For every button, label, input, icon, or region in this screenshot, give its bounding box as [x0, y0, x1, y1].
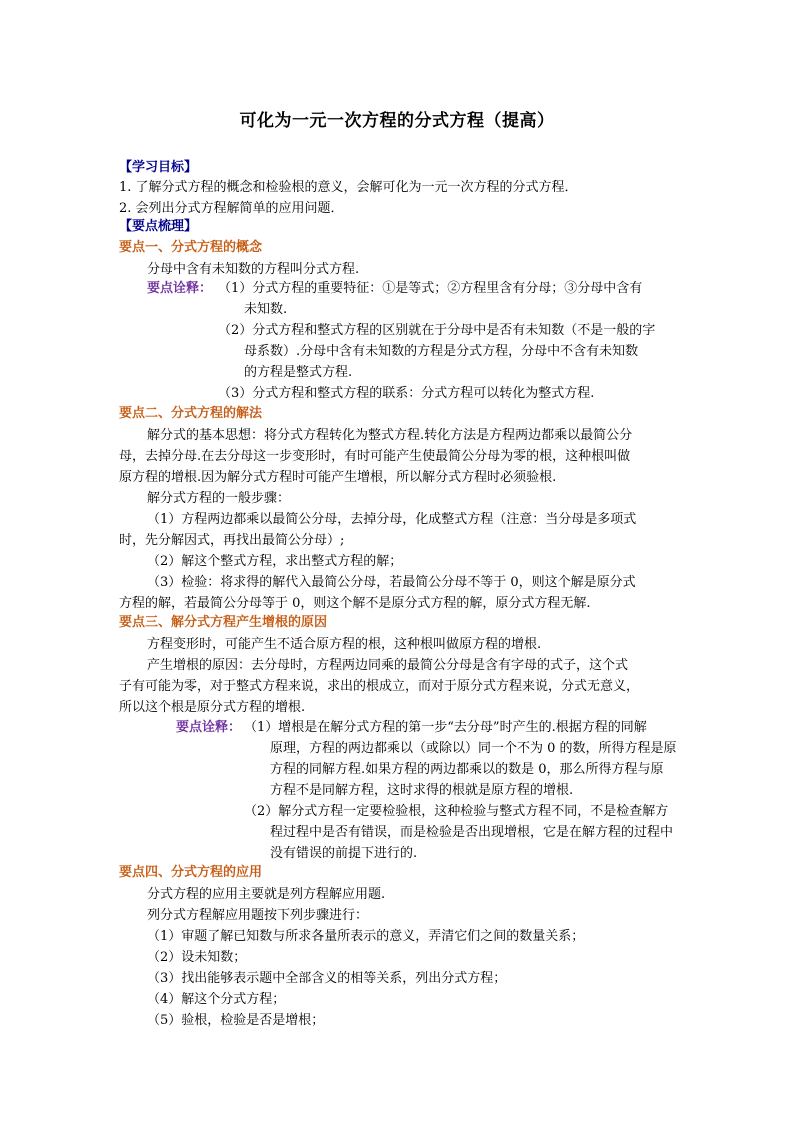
page-title: 可化为一元一次方程的分式方程（提高）	[239, 111, 555, 131]
point2-line: （2）解这个整式方程，求出整式方程的解；	[147, 554, 403, 569]
point2-line: 时，先分解因式，再找出最简公分母）;	[119, 533, 345, 548]
point1-heading: 要点一、分式方程的概念	[119, 240, 263, 255]
point3-note: 程过程中是否有错误，而是检验是否出现增根，它是在解方程的过程中	[270, 825, 674, 840]
point2-line: 母，去掉分母.在去分母这一步变形时，有时可能产生使最简公分母为零的根，这种根叫做	[119, 449, 631, 464]
goal-item: 1. 了解分式方程的概念和检验根的意义，会解可化为一元一次方程的分式方程．	[119, 180, 578, 195]
point3-note: （1）增根是在解分式方程的第一步“去分母”时产生的.根据方程的同解	[244, 720, 647, 735]
point3-line: 方程变形时，可能产生不适合原方程的根，这种根叫做原方程的增根.	[147, 637, 542, 652]
point3-note-label: 要点诠释：	[176, 720, 242, 735]
point2-line: 解分式的基本思想：将分式方程转化为整式方程.转化方法是方程两边都乘以最简公分	[147, 428, 633, 443]
point3-line: 子有可能为零，对于整式方程来说，求出的根成立，而对于原分式方程来说，分式无意义，	[119, 679, 640, 694]
point1-note: （3）分式方程和整式方程的联系：分式方程可以转化为整式方程.	[218, 386, 595, 401]
point2-line: 方程的解，若最简公分母等于 0，则这个解不是原分式方程的解，原分式方程无解.	[119, 596, 591, 611]
point3-note: 原理，方程的两边都乘以（或除以）同一个不为 0 的数，所得方程是原	[270, 741, 677, 756]
point4-heading: 要点四、分式方程的应用	[119, 865, 263, 880]
goals-heading: 【学习目标】	[119, 160, 198, 175]
goal-item: 2. 会列出分式方程解简单的应用问题．	[119, 201, 344, 216]
point3-line: 所以这个根是原分式方程的增根.	[119, 700, 306, 715]
point4-line: （1）审题了解已知数与所求各量所表示的意义，弄清它们之间的数量关系；	[147, 929, 585, 944]
point3-heading: 要点三、解分式方程产生增根的原因	[119, 615, 328, 630]
point4-line: （5）验根，检验是否是增根；	[147, 1013, 325, 1028]
point2-heading: 要点二、分式方程的解法	[119, 406, 263, 421]
point2-line: （3）检验：将求得的解代入最简公分母，若最简公分母不等于 0，则这个解是原分式	[147, 575, 636, 590]
point4-line: （3）找出能够表示题中全部含义的相等关系，列出分式方程；	[147, 971, 507, 986]
review-heading: 【要点梳理】	[119, 219, 198, 234]
point1-note: （2）分式方程和整式方程的区别就在于分母中是否有未知数（不是一般的字	[218, 323, 656, 338]
point1-note: 母系数）.分母中含有未知数的方程是分式方程，分母中不含有未知数	[244, 344, 639, 359]
point2-line: （1）方程两边都乘以最简公分母，去掉分母，化成整式方程（注意：当分母是多项式	[147, 512, 637, 527]
point4-line: 列分式方程解应用题按下列步骤进行：	[147, 908, 369, 923]
point2-line: 原方程的增根.因为解分式方程时可能产生增根，所以解分式方程时必须验根.	[119, 470, 557, 485]
point1-note-label: 要点诠释：	[147, 281, 213, 296]
point3-note: （2）解分式方程一定要检验根，这种检验与整式方程不同，不是检查解方	[244, 804, 669, 819]
point1-note: （1）分式方程的重要特征：①是等式；②方程里含有分母；③分母中含有	[218, 281, 643, 296]
point3-note: 没有错误的前提下进行的.	[270, 846, 418, 861]
point4-line: 分式方程的应用主要就是列方程解应用题.	[147, 887, 386, 902]
point1-definition: 分母中含有未知数的方程叫分式方程.	[147, 262, 360, 277]
point2-line: 解分式方程的一般步骤：	[147, 491, 291, 506]
point4-line: （4）解这个分式方程；	[147, 992, 286, 1007]
point3-line: 产生增根的原因：去分母时，方程两边同乘的最简公分母是含有字母的式子，这个式	[147, 658, 629, 673]
point1-note: 未知数.	[244, 302, 288, 317]
point1-note: 的方程是整式方程.	[244, 365, 353, 380]
point3-note: 方程的同解方程.如果方程的两边都乘以的数是 0，那么所得方程与原	[270, 762, 664, 777]
point4-line: （2）设未知数；	[147, 950, 247, 965]
point3-note: 方程不是同解方程，这时求得的根就是原方程的增根.	[270, 783, 574, 798]
